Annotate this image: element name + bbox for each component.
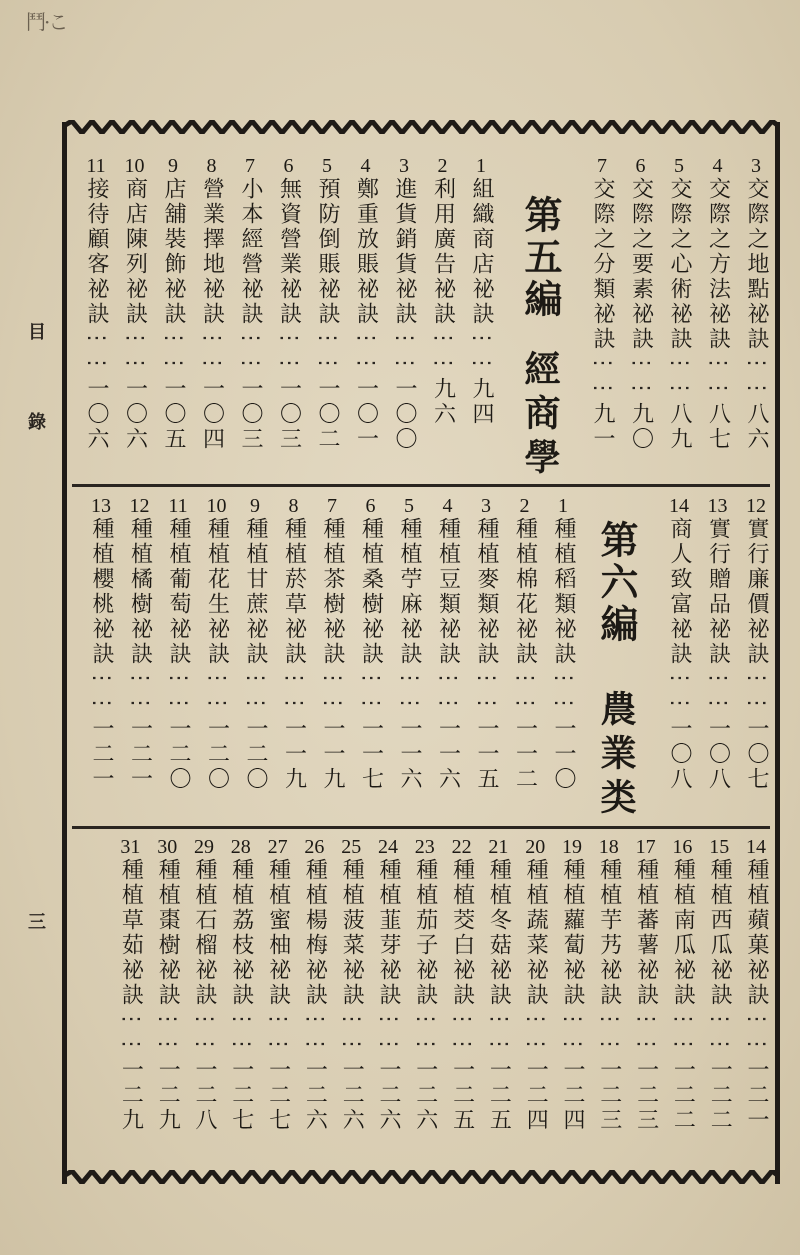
entry-title: 利用廣告祕訣: [430, 177, 456, 327]
entry-page: 一〇六: [84, 377, 109, 452]
entry-page: 九六: [430, 377, 456, 427]
toc-entry[interactable]: [737, 836, 775, 1133]
leader-dots: ⋮⋮: [705, 667, 731, 717]
entry-page: 一二七: [265, 1058, 291, 1133]
entry-title: 交際之方法祕訣: [705, 177, 731, 352]
toc-entry[interactable]: [313, 495, 351, 792]
entry-page: 一一〇: [551, 717, 576, 792]
entry-number: 20: [525, 836, 546, 858]
entry-page: 一二〇: [166, 717, 191, 792]
toc-entry[interactable]: [699, 155, 737, 452]
entry-number: 14: [669, 495, 689, 517]
toc-entry[interactable]: [553, 836, 591, 1133]
entry-page: 九〇: [628, 402, 654, 452]
entry-number: 15: [709, 836, 730, 858]
entry-number: 28: [230, 836, 251, 858]
toc-entry[interactable]: [583, 155, 621, 452]
entry-title: 商店陳列祕訣: [122, 177, 148, 327]
entry-number: 6: [635, 155, 646, 177]
section6-subtitle: 農業类: [595, 690, 637, 822]
toc-entry[interactable]: [111, 836, 149, 1133]
toc-entry[interactable]: [198, 495, 236, 792]
leader-dots: ⋮⋮: [155, 1008, 181, 1058]
entry-page: 一二六: [376, 1058, 401, 1133]
entry-number: 1: [558, 495, 568, 517]
entry-title: 進貨銷貨祕訣: [392, 177, 417, 327]
entry-title: 種植棗樹祕訣: [155, 858, 181, 1008]
entry-number: 2: [519, 495, 530, 517]
section5-subtitle: 經商學: [519, 350, 561, 482]
entry-number: 6: [283, 155, 294, 177]
entry-page: 一一六: [435, 717, 461, 792]
entry-title: 種植西瓜祕訣: [707, 858, 733, 1008]
entry-page: 一二四: [523, 1058, 549, 1133]
leader-dots: ⋮⋮: [412, 1008, 438, 1058]
leader-dots: ⋮⋮: [276, 327, 302, 377]
leader-dots: ⋮⋮: [744, 352, 769, 402]
entry-number: 7: [245, 155, 255, 177]
toc-entry[interactable]: [479, 836, 517, 1133]
entry-title: 種植蔬菜祕訣: [523, 858, 549, 1008]
entry-page: 一一七: [358, 717, 384, 792]
entry-page: 一二三: [596, 1058, 622, 1133]
entry-number: 23: [414, 836, 435, 858]
toc-entry[interactable]: [275, 495, 313, 792]
entry-title: 種植稻類祕訣: [551, 517, 576, 667]
toc-entry[interactable]: [506, 495, 544, 792]
entry-number: 13: [91, 495, 111, 517]
leader-dots: ⋮⋮: [469, 327, 494, 377]
toc-entry[interactable]: [390, 495, 428, 792]
leader-dots: ⋮⋮: [512, 667, 538, 717]
entry-title: 實行廉價祕訣: [744, 517, 769, 667]
top-border: [62, 120, 780, 134]
section6-title: 第六編: [594, 520, 639, 646]
entry-page: 一〇三: [238, 377, 263, 452]
entry-number: 5: [322, 155, 332, 177]
leader-dots: ⋮⋮: [228, 1008, 254, 1058]
leader-dots: ⋮⋮: [705, 352, 731, 402]
leader-dots: ⋮⋮: [430, 327, 456, 377]
entry-title: 種植菸草祕訣: [281, 517, 307, 667]
entry-number: 5: [674, 155, 684, 177]
entry-page: 一二六: [302, 1058, 328, 1133]
toc-entry[interactable]: [308, 155, 346, 452]
entry-page: 一一九: [281, 717, 307, 792]
entry-title: 種植棉花祕訣: [512, 517, 538, 667]
entry-number: 8: [206, 155, 217, 177]
entry-page: 一二三: [633, 1058, 659, 1133]
toc-entry[interactable]: [660, 495, 698, 792]
toc-entry[interactable]: [236, 495, 274, 792]
entry-number: 9: [168, 155, 178, 177]
leader-dots: ⋮⋮: [89, 667, 114, 717]
entry-title: 種植蘋菓祕訣: [744, 858, 769, 1008]
entry-title: 種植葡萄祕訣: [166, 517, 191, 667]
leader-dots: ⋮⋮: [281, 667, 307, 717]
toc-entry[interactable]: [737, 155, 775, 452]
corner-mark: 鬥·こ: [26, 10, 67, 34]
leader-dots: ⋮⋮: [523, 1008, 549, 1058]
entry-number: 13: [707, 495, 728, 517]
toc-entry[interactable]: [663, 836, 701, 1133]
entry-number: 4: [712, 155, 723, 177]
entry-title: 種植蕃薯祕訣: [633, 858, 659, 1008]
entry-page: 一〇六: [122, 377, 148, 452]
entry-title: 預防倒賬祕訣: [315, 177, 340, 327]
toc-entry[interactable]: [82, 495, 120, 792]
entry-title: 種植桑樹祕訣: [358, 517, 384, 667]
entry-page: 九一: [590, 402, 615, 452]
leader-dots: ⋮⋮: [302, 1008, 328, 1058]
entry-page: 一〇三: [276, 377, 302, 452]
entry-number: 30: [157, 836, 178, 858]
toc-entry[interactable]: [660, 155, 698, 452]
leader-dots: ⋮⋮: [353, 327, 379, 377]
toc-entry[interactable]: [347, 155, 385, 452]
toc-entry[interactable]: [231, 155, 269, 452]
leader-dots: ⋮⋮: [474, 667, 499, 717]
entry-number: 11: [86, 155, 106, 177]
leader-dots: ⋮⋮: [392, 327, 417, 377]
entry-number: 12: [129, 495, 150, 517]
entry-number: 6: [365, 495, 376, 517]
entry-title: 種植蜜柚祕訣: [265, 858, 291, 1008]
entry-page: 一〇〇: [392, 377, 417, 452]
toc-entry[interactable]: [627, 836, 665, 1133]
entry-page: 一二〇: [204, 717, 230, 792]
entry-title: 種植茭白祕訣: [449, 858, 475, 1008]
entry-title: 種植茶樹祕訣: [320, 517, 345, 667]
section5-title: 第五編: [518, 195, 563, 321]
entry-title: 種植南瓜祕訣: [670, 858, 696, 1008]
entry-number: 19: [562, 836, 582, 858]
entry-title: 店舖裝飾祕訣: [161, 177, 186, 327]
entry-number: 10: [206, 495, 227, 517]
leader-dots: ⋮⋮: [590, 352, 615, 402]
entry-title: 種植橘樹祕訣: [127, 517, 153, 667]
entry-title: 種植花生祕訣: [204, 517, 230, 667]
entry-number: 9: [250, 495, 260, 517]
leader-dots: ⋮⋮: [486, 1008, 512, 1058]
entry-page: 一二四: [560, 1058, 585, 1133]
entry-page: 一二六: [412, 1058, 438, 1133]
leader-dots: ⋮⋮: [84, 327, 109, 377]
toc-entry[interactable]: [185, 836, 223, 1133]
entry-title: 交際之心術祕訣: [667, 177, 692, 352]
bottom-border: [62, 1170, 780, 1184]
leader-dots: ⋮⋮: [199, 327, 225, 377]
entry-number: 17: [635, 836, 656, 858]
toc-entry[interactable]: [295, 836, 333, 1133]
leader-dots: ⋮⋮: [667, 667, 692, 717]
entry-title: 營業擇地祕訣: [199, 177, 225, 327]
leader-dots: ⋮⋮: [560, 1008, 585, 1058]
leader-dots: ⋮⋮: [243, 667, 268, 717]
leader-dots: ⋮⋮: [166, 667, 191, 717]
toc-entry[interactable]: [699, 495, 737, 792]
entry-page: 一〇八: [705, 717, 731, 792]
entry-title: 小本經營祕訣: [238, 177, 263, 327]
toc-entry[interactable]: [544, 495, 582, 792]
leader-dots: ⋮⋮: [707, 1008, 733, 1058]
leader-dots: ⋮⋮: [358, 667, 384, 717]
entry-page: 八九: [667, 402, 692, 452]
toc-entry[interactable]: [148, 836, 186, 1133]
entry-page: 一一九: [320, 717, 345, 792]
leader-dots: ⋮⋮: [315, 327, 340, 377]
entry-page: 八七: [705, 402, 731, 452]
entry-number: 2: [437, 155, 448, 177]
entry-title: 種植韮芽祕訣: [376, 858, 401, 1008]
entry-number: 14: [746, 836, 766, 858]
entry-page: 一二〇: [243, 717, 268, 792]
toc-entry[interactable]: [429, 495, 467, 792]
entry-page: 一二八: [192, 1058, 217, 1133]
entry-number: 3: [481, 495, 491, 517]
entry-page: 一一二: [512, 717, 538, 792]
entry-title: 種植麥類祕訣: [474, 517, 499, 667]
entry-number: 7: [327, 495, 337, 517]
leader-dots: ⋮⋮: [238, 327, 263, 377]
entry-title: 種植荔枝祕訣: [228, 858, 254, 1008]
toc-entry[interactable]: [385, 155, 423, 452]
entry-page: 一二五: [486, 1058, 512, 1133]
entry-page: 一〇二: [315, 377, 340, 452]
toc-entry[interactable]: [222, 836, 260, 1133]
leader-dots: ⋮⋮: [192, 1008, 217, 1058]
entry-title: 種植甘蔗祕訣: [243, 517, 268, 667]
entry-title: 種植豆類祕訣: [435, 517, 461, 667]
entry-title: 種植菠菜祕訣: [339, 858, 365, 1008]
toc-entry[interactable]: [462, 155, 500, 427]
entry-number: 1: [476, 155, 486, 177]
entry-number: 16: [672, 836, 693, 858]
toc-entry[interactable]: [77, 155, 115, 452]
entry-number: 18: [598, 836, 619, 858]
entry-number: 21: [488, 836, 509, 858]
entry-title: 商人致富祕訣: [667, 517, 692, 667]
entry-page: 一二六: [339, 1058, 365, 1133]
entry-page: 一〇四: [199, 377, 225, 452]
leader-dots: ⋮⋮: [551, 667, 576, 717]
entry-title: 接待顧客祕訣: [84, 177, 109, 327]
entry-page: 一〇一: [353, 377, 379, 452]
toc-entry[interactable]: [443, 836, 481, 1133]
entry-page: 一二一: [744, 1058, 769, 1133]
leader-dots: ⋮⋮: [127, 667, 153, 717]
leader-dots: ⋮⋮: [633, 1008, 659, 1058]
folio-number: 三: [28, 912, 46, 933]
entry-page: 一二七: [228, 1058, 254, 1133]
entry-title: 組織商店祕訣: [469, 177, 494, 327]
entry-title: 鄭重放賬祕訣: [353, 177, 379, 327]
entry-number: 27: [267, 836, 288, 858]
entry-page: 一二一: [127, 717, 153, 792]
toc-entry[interactable]: [193, 155, 231, 452]
toc-entry[interactable]: [406, 836, 444, 1133]
entry-page: 一〇八: [667, 717, 692, 792]
entry-page: 一二二: [670, 1058, 696, 1133]
toc-entry[interactable]: [259, 836, 297, 1133]
entry-page: 一〇七: [744, 717, 769, 792]
entry-number: 11: [168, 495, 188, 517]
toc-entry[interactable]: [154, 155, 192, 452]
entry-title: 種植草茹祕訣: [118, 858, 144, 1008]
toc-entry[interactable]: [700, 836, 738, 1133]
leader-dots: ⋮⋮: [667, 352, 692, 402]
toc-entry[interactable]: [467, 495, 505, 792]
toc-entry[interactable]: [737, 495, 775, 792]
toc-entry[interactable]: [424, 155, 462, 427]
toc-entry[interactable]: [352, 495, 390, 792]
leader-dots: ⋮⋮: [435, 667, 461, 717]
entry-title: 種植石榴祕訣: [192, 858, 217, 1008]
entry-title: 種植茄子祕訣: [412, 858, 438, 1008]
entry-number: 7: [597, 155, 607, 177]
leader-dots: ⋮⋮: [670, 1008, 696, 1058]
entry-page: 一〇五: [161, 377, 186, 452]
entry-title: 種植苧麻祕訣: [397, 517, 422, 667]
entry-page: 八六: [744, 402, 769, 452]
entry-title: 種植冬菇祕訣: [486, 858, 512, 1008]
leader-dots: ⋮⋮: [628, 352, 654, 402]
entry-page: 一二二: [707, 1058, 733, 1133]
entry-number: 24: [378, 836, 398, 858]
margin-label-middle: 錄: [28, 412, 46, 433]
entry-page: 一一六: [397, 717, 422, 792]
entry-page: 一二五: [449, 1058, 475, 1133]
leader-dots: ⋮⋮: [376, 1008, 401, 1058]
entry-number: 22: [451, 836, 472, 858]
leader-dots: ⋮⋮: [339, 1008, 365, 1058]
entry-page: 一二九: [118, 1058, 144, 1133]
leader-dots: ⋮⋮: [122, 327, 148, 377]
entry-number: 4: [360, 155, 371, 177]
entry-number: 8: [288, 495, 299, 517]
toc-entry[interactable]: [270, 155, 308, 452]
toc-entry[interactable]: [516, 836, 554, 1133]
entry-title: 交際之要素祕訣: [628, 177, 654, 352]
toc-entry[interactable]: [622, 155, 660, 452]
entry-page: 一一五: [474, 717, 499, 792]
toc-entry[interactable]: [121, 495, 159, 792]
entry-number: 25: [341, 836, 362, 858]
leader-dots: ⋮⋮: [118, 1008, 144, 1058]
entry-page: 一二一: [89, 717, 114, 792]
entry-title: 交際之分類祕訣: [590, 177, 615, 352]
entry-number: 3: [751, 155, 761, 177]
entry-page: 一二九: [155, 1058, 181, 1133]
leader-dots: ⋮⋮: [449, 1008, 475, 1058]
band-divider-2: [72, 826, 770, 829]
toc-entry[interactable]: [159, 495, 197, 792]
entry-number: 5: [404, 495, 414, 517]
toc-entry[interactable]: [116, 155, 154, 452]
entry-title: 無資營業祕訣: [276, 177, 302, 327]
entry-title: 種植芋艿祕訣: [596, 858, 622, 1008]
entry-number: 12: [746, 495, 766, 517]
leader-dots: ⋮⋮: [744, 1008, 769, 1058]
margin-label-top: 目: [28, 322, 46, 343]
leader-dots: ⋮⋮: [596, 1008, 622, 1058]
entry-title: 種植櫻桃祕訣: [89, 517, 114, 667]
entry-number: 26: [304, 836, 325, 858]
leader-dots: ⋮⋮: [320, 667, 345, 717]
entry-number: 3: [399, 155, 409, 177]
entry-number: 4: [442, 495, 453, 517]
entry-title: 實行贈品祕訣: [705, 517, 731, 667]
leader-dots: ⋮⋮: [161, 327, 186, 377]
toc-entry[interactable]: [332, 836, 370, 1133]
leader-dots: ⋮⋮: [397, 667, 422, 717]
toc-entry[interactable]: [369, 836, 407, 1133]
leader-dots: ⋮⋮: [265, 1008, 291, 1058]
entry-number: 10: [124, 155, 145, 177]
entry-number: 31: [120, 836, 141, 858]
entry-title: 種植蘿蔔祕訣: [560, 858, 585, 1008]
band-divider-1: [72, 484, 770, 487]
leader-dots: ⋮⋮: [204, 667, 230, 717]
entry-title: 種植楊梅祕訣: [302, 858, 328, 1008]
toc-entry[interactable]: [590, 836, 628, 1133]
entry-page: 九四: [469, 377, 494, 427]
entry-title: 交際之地點祕訣: [744, 177, 769, 352]
leader-dots: ⋮⋮: [744, 667, 769, 717]
entry-number: 29: [194, 836, 214, 858]
